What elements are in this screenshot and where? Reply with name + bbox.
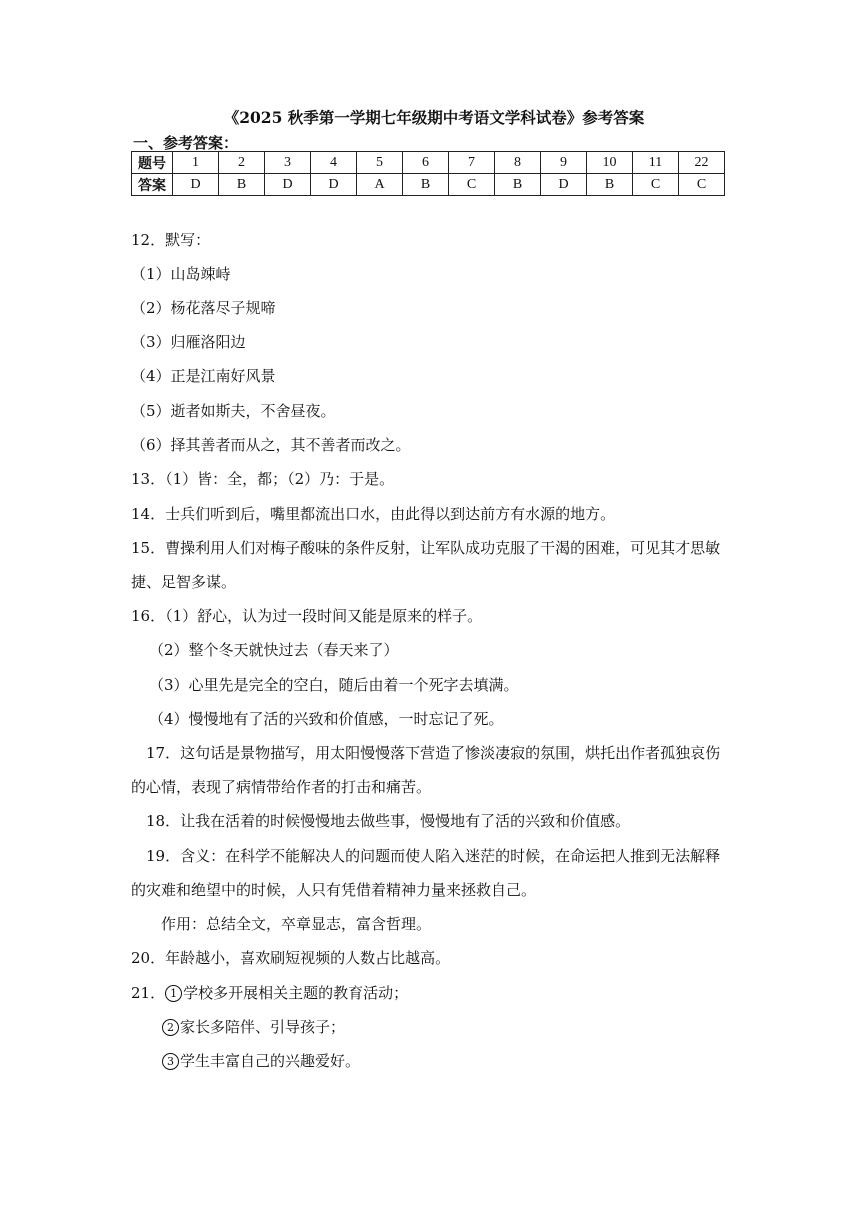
answer-line: （4）慢慢地有了活的兴致和价值感，一时忘记了死。 [149, 710, 504, 728]
table-row-answers [132, 174, 725, 196]
answer-cell: D [265, 174, 311, 196]
question-number-cell: 22 [679, 152, 725, 174]
answer-cell: C [633, 174, 679, 196]
question-number-cell: 3 [265, 152, 311, 174]
answer-line: （5）逝者如斯夫，不舍昼夜。 [131, 402, 336, 420]
answer-cell: A [357, 174, 403, 196]
answer-cell: B [403, 174, 449, 196]
answer-cell: B [495, 174, 541, 196]
answer-table [131, 151, 725, 196]
answer-line: （3）心里先是完全的空白，随后由着一个死字去填满。 [149, 676, 519, 694]
answer-line: （2）杨花落尽子规啼 [131, 299, 276, 317]
answer-line: （4）正是江南好风景 [131, 367, 276, 385]
answer-line: 的灾难和绝望中的时候，人只有凭借着精神力量来拯救自己。 [131, 881, 537, 899]
q21-item-text: 家长多陪伴、引导孩子； [180, 1018, 346, 1036]
answer-line: 15．曹操利用人们对梅子酸味的条件反射，让军队成功克服了干渴的困难，可见其才思敏 [131, 539, 721, 557]
answer-line: 的心情，表现了病情带给作者的打击和痛苦。 [131, 778, 432, 796]
question-number-cell: 5 [357, 152, 403, 174]
answer-line: 作用：总结全文，卒章显志，富含哲理。 [161, 915, 432, 933]
answer-line: （3）归雁洛阳边 [131, 333, 246, 351]
q21-item-text: 学校多开展相关主题的教育活动； [183, 984, 409, 1002]
table-header-cell: 题号 [132, 152, 173, 174]
q21-item [131, 982, 408, 1003]
answer-cell: D [541, 174, 587, 196]
answer-line: 13．（1）皆：全，都；（2）乃：于是。 [131, 470, 395, 488]
answer-line: 16．（1）舒心，认为过一段时间又能是原来的样子。 [131, 607, 483, 625]
question-number-cell: 9 [541, 152, 587, 174]
answer-line: 18．让我在活着的时候慢慢地去做些事，慢慢地有了活的兴致和价值感。 [146, 812, 631, 830]
answer-cell: B [219, 174, 265, 196]
question-number-cell: 6 [403, 152, 449, 174]
circled-number: 3 [162, 1053, 179, 1070]
answer-cell: C [449, 174, 495, 196]
answer-cell: C [679, 174, 725, 196]
q21-item-text: 学生丰富自己的兴趣爱好。 [180, 1052, 361, 1070]
table-header-cell: 答案 [132, 174, 173, 196]
question-number-cell: 2 [219, 152, 265, 174]
page-title: 《2025 秋季第一学期七年级期中考语文学科试卷》参考答案 [223, 108, 645, 127]
q21-item [162, 1050, 360, 1071]
answer-line: 19．含义：在科学不能解决人的问题而使人陷入迷茫的时候，在命运把人推到无法解释 [146, 847, 721, 865]
answer-line: （2）整个冬天就快过去（春天来了） [149, 641, 399, 659]
answer-line: 捷、足智多谋。 [131, 573, 237, 591]
section-heading: 一、参考答案： [133, 134, 239, 152]
answer-line: （6）择其善者而从之，其不善者而改之。 [131, 436, 411, 454]
question-number-cell: 4 [311, 152, 357, 174]
question-number-cell: 11 [633, 152, 679, 174]
q21-item [162, 1016, 345, 1037]
question-number-cell: 10 [587, 152, 633, 174]
circled-number: 2 [162, 1019, 179, 1036]
question-number-cell: 8 [495, 152, 541, 174]
question-number-cell: 7 [449, 152, 495, 174]
circled-number: 1 [165, 985, 182, 1002]
answer-cell: D [173, 174, 219, 196]
answer-cell: D [311, 174, 357, 196]
q21-label: 21． [131, 984, 166, 1002]
answer-cell: B [587, 174, 633, 196]
answer-line: 17．这句话是景物描写，用太阳慢慢落下营造了惨淡凄寂的氛围，烘托出作者孤独哀伤 [146, 744, 721, 762]
question-number-cell: 1 [173, 152, 219, 174]
answer-line: 12．默写： [131, 231, 211, 249]
answer-line: （1）山岛竦峙 [131, 265, 231, 283]
answer-line: 20．年龄越小，喜欢刷短视频的人数占比越高。 [131, 949, 451, 967]
table-row-numbers [132, 152, 725, 174]
answer-line: 14．士兵们听到后，嘴里都流出口水，由此得以到达前方有水源的地方。 [131, 505, 616, 523]
